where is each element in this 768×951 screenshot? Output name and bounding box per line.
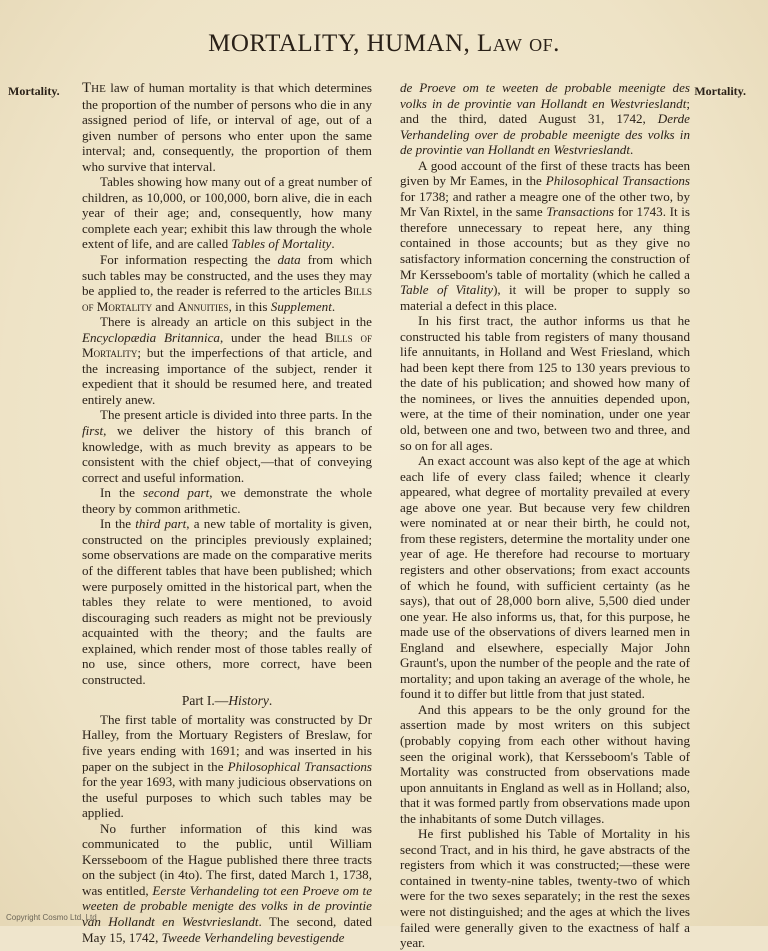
paragraph: In the second part, we demonstrate the whole theory by common arithmetic. [82, 485, 373, 516]
paragraph: For information respecting the data from which such tables may be constructed, and the uses they may be applied to, the reader is referred to the articles Bills of Mortality and Annuities, in this Supplement. [82, 252, 373, 314]
margin-note-left: Mortality. [8, 84, 60, 98]
paragraph: The first table of mortality was constructed by Dr Halley, from the Mortuary Registers of Breslaw, for five years ending with 1691; and was inserted in his paper on the subject in the Philosophical Transactions for the year 1693, with many judicious observations on the useful purposes to which such tables may be applied. [82, 711, 373, 821]
paragraph: The law of human mortality is that which determines the proportion of the number of persons who die in any assigned period of life, or interval of age, out of a given number of persons who enter upon the same interval; and, consequently, the proportion of them who survive that interval. [82, 80, 372, 174]
paragraph: He first published his Table of Mortality in his second Tract, and in his third, he gave abstracts of the registers from which it was constructed;—these were contained in twenty-nine tables, twenty-two of which were for the two sexes separately; in the rest the sexes were not distinguished; and the ages at which the lives failed were generally given to the exactness of half a year. [400, 826, 690, 951]
paragraph: In the third part, a new table of mortality is given, constructed on the principles previously explained; some observations are made on the comparative merits of the different tables that have been published; which were purposely omitted in the historical part, when the tables they relate to were mentioned, to avoid discouraging such readers as might not be previously acquainted with the theory; and the faults are explained, which render most of those tables really of no use, since others, more correct, have been constructed. [82, 516, 372, 687]
left-column [82, 80, 372, 945]
paragraph: In his first tract, the author informs us that he constructed his table from registers of many thousand life annuitants, in Holland and West Friesland, which had been kept there from 125 to 130 years previous to the date of his publication; and showed how many of the nominees, or lives the annuities depended upon, were, at the time of their nomination, under one year old, between one and two, between two and three, and so on for all ages. [400, 313, 690, 453]
right-column [400, 80, 690, 951]
copyright-footer: Copyright Cosmo Ltd. Ltd [6, 913, 97, 922]
margin-note-right: Mortality. [694, 84, 746, 98]
paragraph: A good account of the first of these tracts has been given by Mr Eames, in the Philosophical Transactions for 1738; and rather a meagre one of the other two, by Mr Van Rixtel, in the same Transactions for 1743. It is therefore unnecessary to repeat here, any thing contained in those accounts; but as they give no satisfactory information concerning the construction of Mr Kersseboom's table of mortality (which he called a Table of Vitality), it will be proper to supply so material a defect in this place. [400, 157, 691, 313]
paragraph: de Proeve om te weeten de probable meenigte des volks in de provintie van Hollandt en Westvrieslandt; and the third, dated August 31, 1742, Derde Verhandeling over de probable meenigte des volks in de provintie van Hollandt en Westvrieslandt. [400, 80, 690, 158]
title-suffix: Law of. [477, 30, 560, 57]
paragraph: An exact account was also kept of the age at which each life of every class failed; whence it clearly appeared, what degree of mortality prevailed at every age above one year. But because very few children were nominated at or near their birth, he could not, from these registers, determine the mortality under one year of age. He therefore had recourse to mortuary registers and other observations; from exact accounts of which he found, with sufficient certainty (as he says), that out of 28,000 born alive, 5,500 died under one year. He also informs us, that, for this purpose, he made use of the observations of divers learned men in England and elsewhere, especially Major John Graunt's, upon the number of the people and the rate of mortality; and upon taking an average of the whole, he found it to differ but little from that just stated. [400, 453, 690, 702]
paragraph: No further information of this kind was communicated to the public, until William Kersseboom of the Hague published there three tracts on the subject (in 4to). The first, dated March 1, 1738, was entitled, Eerste Verhandeling tot een Proeve om te weeten de probable menigte des volks in de provintie van Hollandt en Westvrieslandt. The second, dated May 15, 1742, Tweede Verhandeling bevestigende [82, 820, 373, 945]
page-title: MORTALITY, HUMAN, Law of. [208, 30, 560, 57]
section-heading: Part I.—History. [181, 693, 273, 709]
paragraph: The present article is divided into three parts. In the first, we deliver the history of this branch of knowledge, with as much brevity as appears to be consistent with the chief object,—that of conveying correct and useful information. [82, 407, 372, 485]
paragraph: There is already an article on this subject in the Encyclopædia Britannica, under the head Bills of Mortality; but the imperfections of that article, and the increasing importance of the subject, render it expedient that it should be resumed here, and treated entirely anew. [82, 314, 372, 407]
paragraph: Tables showing how many out of a great number of children, as 10,000, or 100,000, born alive, die in each year of their age; and, consequently, how many complete each year; exhibit this law through the whole extent of life, and are called Tables of Mortality. [82, 174, 372, 252]
paragraph: And this appears to be the only ground for the assertion made by most writers on this subject (probably copying from each other without having seen the original work), that Kersseboom's Table of Mortality was constructed from observations made upon annuitants in England as well as in Holland; also, that it was formed partly from observations made upon the inhabitants of some Dutch villages. [400, 701, 690, 826]
